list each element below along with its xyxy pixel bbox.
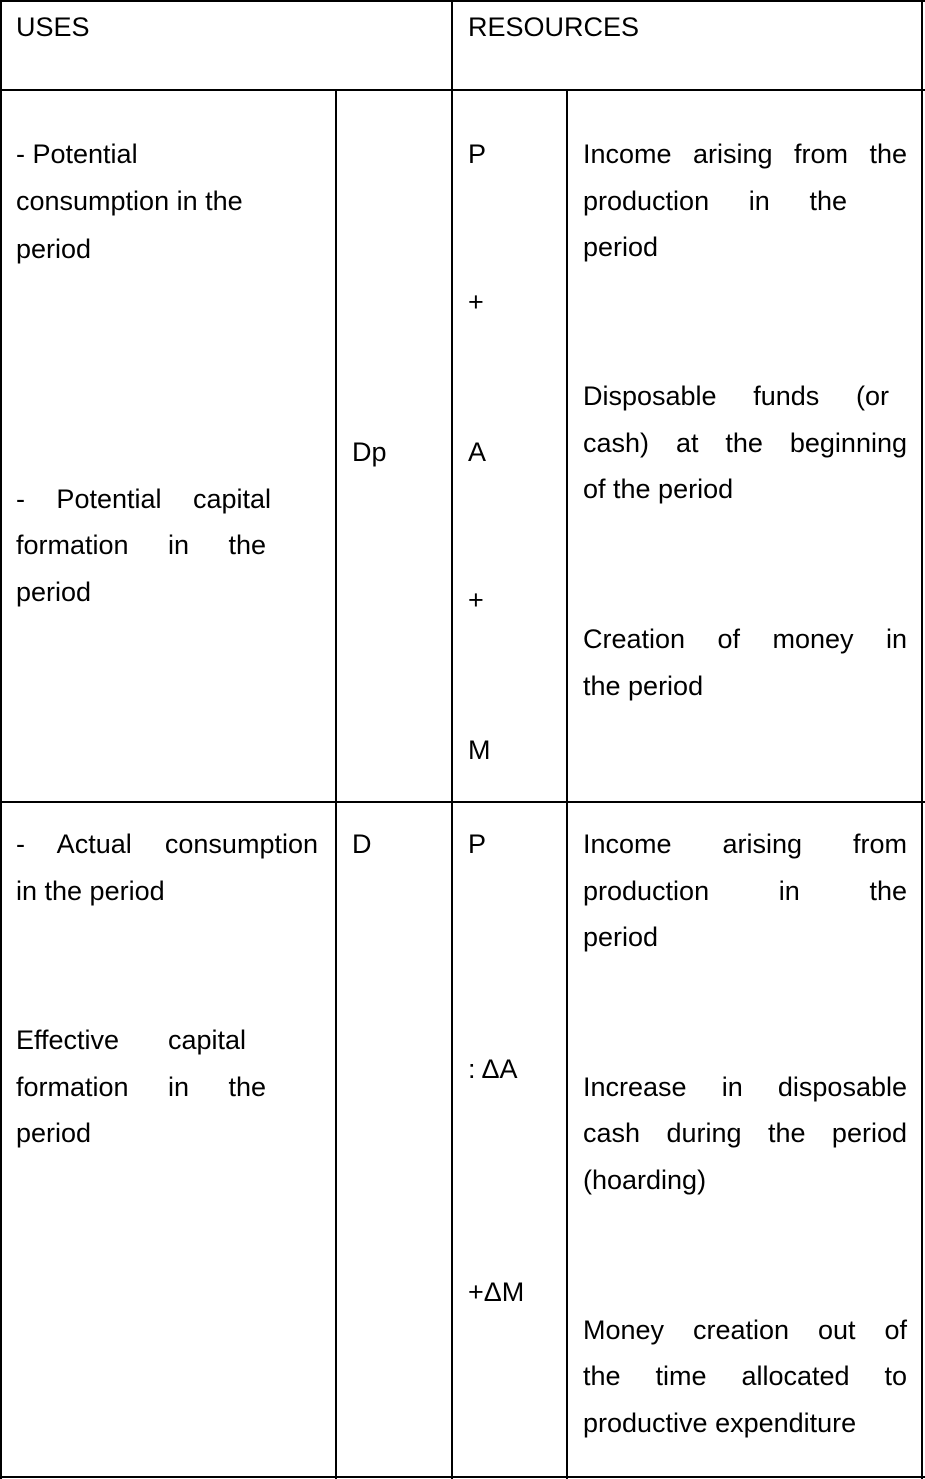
header-divider bbox=[0, 89, 925, 91]
column-divider-terms bbox=[566, 89, 568, 1479]
effective-symbol: D bbox=[352, 829, 372, 859]
potential-symbol: Dp bbox=[352, 437, 387, 467]
effective-use-1-line-1: - Actual consumption bbox=[16, 829, 318, 859]
table-border-top bbox=[0, 0, 925, 2]
potential-desc-1-line-1: Income arising from the bbox=[583, 139, 907, 169]
table-border-left bbox=[0, 0, 2, 1479]
potential-desc-1-line-2: production in the bbox=[583, 186, 847, 216]
potential-use-2-line-3: period bbox=[16, 577, 92, 607]
effective-desc-3-line-2: the time allocated to bbox=[583, 1361, 907, 1391]
effective-desc-2-line-1: Increase in disposable bbox=[583, 1072, 907, 1102]
column-divider-symbol bbox=[335, 89, 337, 1479]
potential-term-p: P bbox=[468, 139, 487, 169]
column-divider-main bbox=[451, 0, 453, 1479]
potential-use-1-line-3: period bbox=[16, 234, 92, 264]
table-border-right bbox=[921, 0, 923, 1479]
potential-desc-3-line-2: the period bbox=[583, 671, 704, 701]
potential-desc-2-line-1: Disposable funds (or bbox=[583, 381, 889, 411]
effective-desc-2-line-3: (hoarding) bbox=[583, 1165, 707, 1195]
potential-use-2-line-1: - Potential capital bbox=[16, 484, 271, 514]
row-divider bbox=[0, 801, 925, 803]
effective-term-p: P bbox=[468, 829, 487, 859]
effective-desc-1-line-2: production in the bbox=[583, 876, 907, 906]
header-uses: USES bbox=[16, 12, 90, 42]
effective-desc-1-line-1: Income arising from bbox=[583, 829, 907, 859]
potential-desc-2-line-2: cash) at the beginning bbox=[583, 428, 907, 458]
effective-desc-1-line-3: period bbox=[583, 922, 659, 952]
effective-desc-3-line-1: Money creation out of bbox=[583, 1315, 907, 1345]
effective-desc-3-line-3: productive expenditure bbox=[583, 1408, 857, 1438]
potential-term-a: A bbox=[468, 437, 487, 467]
table-border-bottom bbox=[0, 1476, 925, 1478]
effective-use-2-line-1: Effective capital bbox=[16, 1025, 246, 1055]
effective-use-2-line-2: formation in the bbox=[16, 1072, 266, 1102]
potential-use-1-line-1: - Potential bbox=[16, 139, 138, 169]
header-resources: RESOURCES bbox=[468, 12, 640, 42]
potential-use-1-line-2: consumption in the bbox=[16, 186, 243, 216]
effective-term-delta-m: +ΔM bbox=[468, 1277, 525, 1307]
effective-use-1-line-2: in the period bbox=[16, 876, 165, 906]
potential-desc-2-line-3: of the period bbox=[583, 474, 734, 504]
potential-term-plus-2: + bbox=[468, 585, 484, 615]
effective-term-delta-a: : ΔA bbox=[468, 1054, 518, 1084]
potential-desc-3-line-1: Creation of money in bbox=[583, 624, 907, 654]
potential-use-2-line-2: formation in the bbox=[16, 530, 266, 560]
effective-use-2-line-3: period bbox=[16, 1118, 92, 1148]
potential-term-m: M bbox=[468, 735, 491, 765]
potential-term-plus-1: + bbox=[468, 287, 484, 317]
effective-desc-2-line-2: cash during the period bbox=[583, 1118, 907, 1148]
potential-desc-1-line-3: period bbox=[583, 232, 659, 262]
